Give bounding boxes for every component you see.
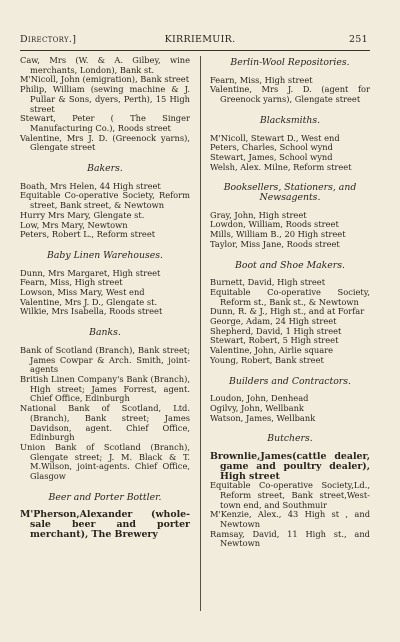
directory-entry: Loudon, John, Denhead: [210, 393, 309, 404]
section-heading-baby-linen-warehouses: Baby Linen Warehouses.: [47, 249, 163, 261]
directory-entry: Ogilvy, John, Wellbank: [210, 402, 304, 413]
directory-entry: Lowdon, William, Roods street: [210, 219, 339, 230]
directory-entry: Union Bank of Scotland (Branch), Glengate street; J. M. Black & T. M.Wilson, joint-agents. Chief Office, Glasgow: [20, 441, 190, 482]
directory-entry: Equitable Co-operative Society,Ld., Reform street, Bank street,West-town end, and Southmuir: [210, 480, 370, 510]
directory-entry: Equitable Co-operative Society, Reform st., Bank st., & Newtown: [210, 286, 370, 307]
directory-entry: M'Kenzie, Alex., 43 High st , and Newtown: [210, 509, 370, 530]
directory-entry: M'Nicoll, Stewart D., West end: [210, 132, 340, 143]
directory-entry: George, Adam, 24 High street: [210, 316, 337, 327]
directory-entry: Fearn, Miss, High street: [20, 277, 123, 288]
directory-entry: Low, Mrs Mary, Newtown: [20, 219, 128, 230]
directory-entry: Peters, Charles, School wynd: [210, 142, 333, 153]
directory-entry: Bank of Scotland (Branch), Bank street; James Cowpar & Arch. Smith, joint-agents: [20, 344, 190, 375]
directory-entry: Peters, Robert L., Reform street: [20, 229, 156, 240]
directory-entry: Lowson, Miss Mary, West end: [20, 287, 145, 298]
directory-entry: Gray, John, High street: [210, 209, 307, 220]
running-head-title: KIRRIEMUIR.: [164, 34, 236, 45]
directory-entry: Stewart, Robert, 5 High street: [210, 335, 339, 346]
directory-entry: Stewart, James, School wynd: [210, 151, 333, 162]
directory-entry: Valentine, Mrs J. D. (Greenock yarns), Glengate street: [20, 132, 190, 153]
directory-entry: Wilkie, Mrs Isabella, Roods street: [20, 306, 163, 317]
directory-entry: Shepherd, David, 1 High street: [210, 325, 342, 336]
directory-entry: Watson, James, Wellbank: [210, 412, 316, 423]
section-heading-beer-and-porter-bottler: Beer and Porter Bottler.: [48, 491, 162, 503]
section-heading-berlin-wool-repositories: Berlin-Wool Repositories.: [230, 57, 350, 68]
section-heading-bakers: Bakers.: [87, 163, 123, 175]
directory-entry: Mills, William B., 20 High street: [210, 229, 346, 240]
directory-entry: National Bank of Scotland, Ltd. (Branch), Bank street; James Davidson, agent. Chief Office, Edinburgh: [20, 403, 190, 443]
directory-entry: Burnett, David, High street: [210, 277, 326, 288]
directory-entry: Stewart, Peter ( The Singer Manufacturing Co.), Roods street: [20, 113, 190, 133]
directory-entry: Taylor, Miss Jane, Roods street: [210, 238, 340, 249]
directory-entry: Young, Robert, Bank street: [210, 354, 324, 365]
directory-entry: Valentine, John, Airlie square: [210, 345, 334, 356]
section-heading-booksellers-stationers-and-newsagents: Booksellers, Stationers, and Newsagents.: [223, 182, 357, 204]
directory-entry: Dunn, R. & J., High st., and at Forfar: [210, 306, 365, 317]
directory-entry: Fearn, Miss, High street: [210, 74, 313, 85]
running-head-left: Directory.]: [20, 34, 77, 45]
directory-entry: Brownlie,James(cattle dealer, game and poultry dealer), High street: [210, 451, 370, 482]
directory-entry: Dunn, Mrs Margaret, High street: [20, 267, 161, 278]
directory-entry: Boath, Mrs Helen, 44 High street: [20, 180, 161, 191]
column-divider: [200, 56, 201, 611]
directory-entry: Valentine, Mrs J. D., Glengate st.: [20, 296, 158, 307]
directory-entry: Hurry Mrs Mary, Glengate st.: [20, 209, 145, 220]
directory-entry: Ramsay, David, 11 High st., and Newtown: [210, 528, 370, 549]
directory-entry: Equitable Co-operative Society, Reform street, Bank street, & Newtown: [20, 190, 190, 211]
section-heading-boot-and-shoe-makers: Boot and Shoe Makers.: [235, 259, 345, 271]
left-column: [20, 56, 190, 540]
right-column: [210, 56, 370, 549]
directory-entry: Caw, Mrs (W. & A. Gilbey, wine merchants, London), Bank st.: [20, 55, 190, 75]
page-header: [0, 34, 400, 48]
section-heading-butchers: Butchers.: [267, 433, 313, 445]
page-number: 251: [348, 34, 368, 45]
section-heading-builders-and-contractors: Builders and Contractors.: [229, 375, 351, 387]
directory-entry: M'Nicoll, John (emigration), Bank street: [20, 74, 190, 85]
directory-entry: Philip, William (sewing machine & J. Pullar & Sons, dyers, Perth), 15 High street: [20, 84, 190, 114]
directory-entry: British Linen Company's Bank (Branch), High street; James Forrest, agent. Chief Office, Edinburgh: [20, 373, 190, 404]
section-heading-blacksmiths: Blacksmiths.: [259, 114, 321, 126]
header-rule: [20, 50, 370, 51]
directory-entry: Valentine, Mrs J. D. (agent for Greenock yarns), Glengate street: [210, 84, 370, 105]
directory-entry: M'Pherson,Alexander (whole-sale beer and porter merchant), The Brewery: [20, 509, 190, 540]
directory-entry: Welsh, Alex. Milne, Reform street: [210, 161, 352, 172]
section-heading-banks: Banks.: [89, 327, 121, 339]
